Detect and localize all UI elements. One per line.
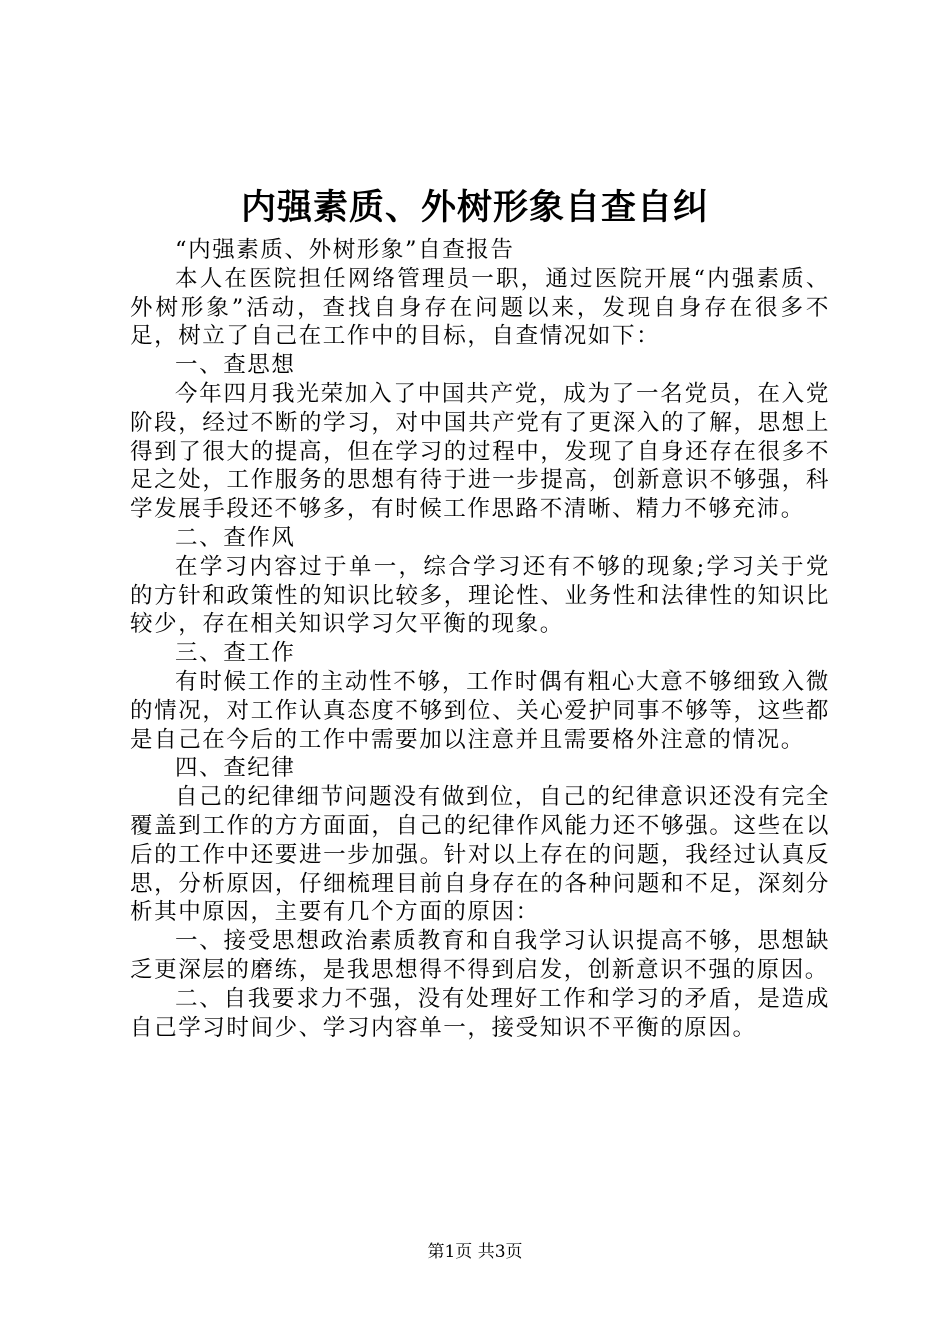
page-number: 第1页 共3页 [427,1242,523,1262]
section-paragraph-discipline: 自己的纪律细节问题没有做到位，自己的纪律意识还没有完全覆盖到工作的方方面面，自己的纪律作风能力还不够强。这些在以后的工作中还要进一步加强。针对以上存在的问题，我经过认真反思，分析原因，仔细梳理目前自身存在的各种问题和不足，深刻分析其中原因，主要有几个方面的原因： [130,784,830,926]
section-heading-discipline: 四、查纪律 [175,755,296,782]
intro-paragraph: 本人在医院担任网络管理员一职，通过医院开展“内强素质、外树形象”活动，查找自身存在问题以来，发现自身存在很多不足，树立了自己在工作中的目标，自查情况如下： [130,265,830,350]
reason-paragraph-2: 二、自我要求力不强，没有处理好工作和学习的矛盾，是造成自己学习时间少、学习内容单一，接受知识不平衡的原因。 [130,985,830,1041]
reason-paragraph-1: 一、接受思想政治素质教育和自我学习认识提高不够，思想缺乏更深层的磨练，是我思想得不得到启发，创新意识不强的原因。 [130,928,830,983]
document-body [130,236,830,1042]
section-paragraph-work: 有时候工作的主动性不够，工作时偶有粗心大意不够细致入微的情况，对工作认真态度不够到位、关心爱护同事不够等，这些都是自己在今后的工作中需要加以注意并且需要格外注意的情况。 [130,668,830,753]
section-paragraph-style: 在学习内容过于单一，综合学习还有不够的现象;学习关于党的方针和政策性的知识比较多，理论性、业务性和法律性的知识比较少，存在相关知识学习欠平衡的现象。 [130,553,830,638]
section-heading-style: 二、查作风 [175,524,296,551]
report-heading: “内强素质、外树形象”自查报告 [175,237,515,263]
section-heading-thought: 一、查思想 [175,352,296,379]
section-heading-work: 三、查工作 [175,640,296,667]
section-paragraph-thought: 今年四月我光荣加入了中国共产党，成为了一名党员，在入党阶段，经过不断的学习，对中国共产党有了更深入的了解，思想上得到了很大的提高，但在学习的过程中，发现了自身还存在很多不足之处，工作服务的思想有待于进一步提高，创新意识不够强，科学发展手段还不够多，有时候工作思路不清晰、精力不够充沛。 [130,380,830,523]
document-title: 内强素质、外树形象自查自纠 [240,187,709,228]
